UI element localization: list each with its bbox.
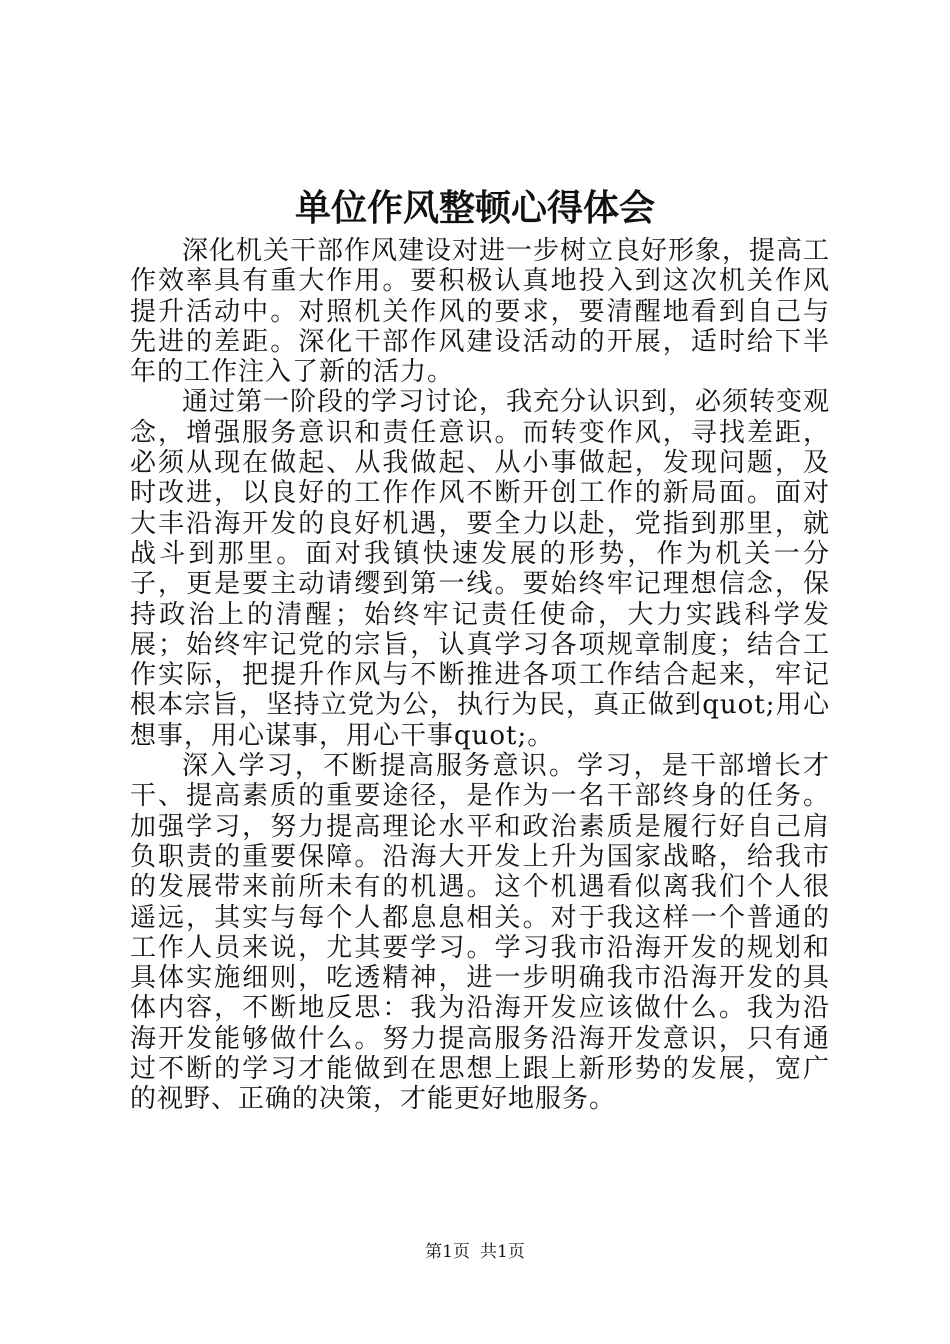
paragraph-3: 深入学习，不断提高服务意识。学习，是干部增长才干、提高素质的重要途径，是作为一名干部终身的任务。加强学习，努力提高理论水平和政治素质是履行好自己肩负职责的重要保障。沿海大开发上升为国家战略，给我市的发展带来前所未有的机遇。这个机遇看似离我们个人很遥远，其实与每个人都息息相关。对于我这样一个普通的工作人员来说，尤其要学习。学习我市沿海开发的规划和具体实施细则，吃透精神，进一步明确我市沿海开发的具体内容，不断地反思：我为沿海开发应该做什么。我为沿海开发能够做什么。努力提高服务沿海开发意识，只有通过不断的学习才能做到在思想上跟上新形势的发展，宽广的视野、正确的决策，才能更好地服务。	[130, 751, 830, 1115]
paragraph-1: 深化机关干部作风建设对进一步树立良好形象，提高工作效率具有重大作用。要积极认真地投入到这次机关作风提升活动中。对照机关作风的要求，要清醒地看到自己与先进的差距。深化干部作风建设活动的开展，适时给下半年的工作注入了新的活力。	[130, 236, 831, 388]
page-number: 第1页	[425, 1242, 470, 1262]
page-footer	[0, 1241, 950, 1263]
paragraph-2: 通过第一阶段的学习讨论，我充分认识到，必须转变观念，增强服务意识和责任意识。而转变作风，寻找差距，必须从现在做起、从我做起、从小事做起，发现问题，及时改进，以良好的工作作风不断开创工作的新局面。面对大丰沿海开发的良好机遇，要全力以赴，党指到那里，就战斗到那里。面对我镇快速发展的形势，作为机关一分子，更是要主动请缨到第一线。要始终牢记理想信念，保持政治上的清醒；始终牢记责任使命，大力实践科学发展；始终牢记党的宗旨，认真学习各项规章制度；结合工作实际，把提升作风与不断推进各项工作结合起来，牢记根本宗旨，坚持立党为公，执行为民，真正做到quot;用心想事，用心谋事，用心干事quot;。	[130, 387, 831, 751]
document-body	[130, 236, 830, 1115]
document-title: 单位作风整顿心得体会	[294, 187, 655, 229]
page-total: 共1页	[480, 1242, 525, 1262]
